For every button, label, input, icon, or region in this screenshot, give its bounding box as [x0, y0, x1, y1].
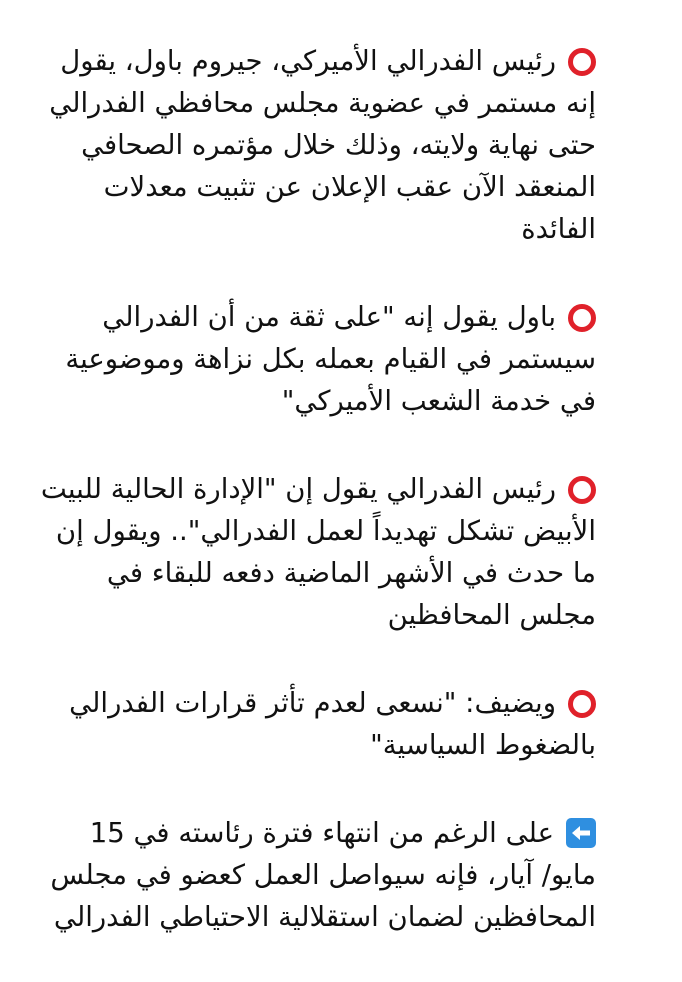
red-circle-icon — [568, 476, 596, 504]
red-circle-icon — [568, 690, 596, 718]
paragraph-1 — [40, 40, 596, 250]
paragraph-5 — [40, 812, 596, 938]
paragraph-3 — [40, 468, 596, 636]
paragraph-2 — [40, 296, 596, 422]
paragraph-3-text: رئيس الفدرالي يقول إن "الإدارة الحالية للبيت الأبيض تشكل تهديداً لعمل الفدرالي".. ويقول إن ما حدث في الأشهر الماضية دفعه للبقاء في مجلس المحافظين — [40, 473, 596, 631]
paragraph-4 — [40, 682, 596, 766]
red-circle-icon — [568, 48, 596, 76]
paragraph-2-text: باول يقول إنه "على ثقة من أن الفدرالي سيستمر في القيام بعمله بكل نزاهة وموضوعية في خدمة الشعب الأميركي" — [65, 301, 596, 417]
paragraph-1-text: رئيس الفدرالي الأميركي، جيروم باول، يقول إنه مستمر في عضوية مجلس محافظي الفدرالي حتى نهاية ولايته، وذلك خلال مؤتمره الصحافي المنعقد الآن عقب الإعلان عن تثبيت معدلات الفائدة — [49, 45, 596, 245]
paragraph-4-text: ويضيف: "نسعى لعدم تأثر قرارات الفدرالي بالضغوط السياسية" — [69, 687, 596, 761]
left-arrow-icon — [566, 818, 596, 848]
paragraph-5-text: على الرغم من انتهاء فترة رئاسته في 15 مايو/ آيار، فإنه سيواصل العمل كعضو في مجلس المحافظين لضمان استقلالية الاحتياطي الفدرالي — [50, 817, 596, 933]
red-circle-icon — [568, 304, 596, 332]
